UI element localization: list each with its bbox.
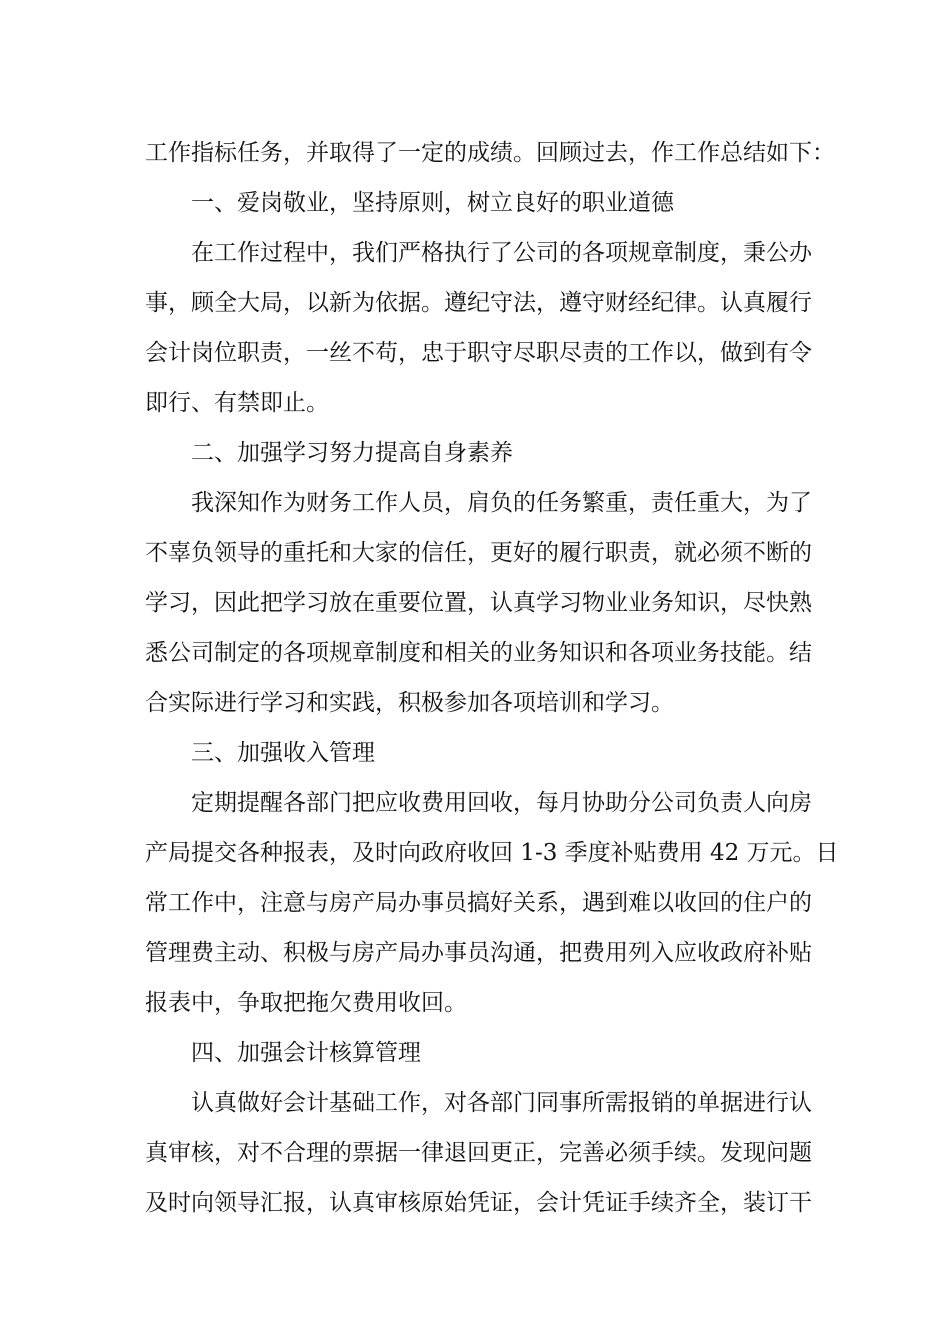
paragraph-line: 工作指标任务，并取得了一定的成绩。回顾过去，作工作总结如下：	[145, 140, 835, 166]
paragraph-line: 合实际进行学习和实践，积极参加各项培训和学习。	[145, 690, 674, 716]
paragraph-line: 定期提醒各部门把应收费用回收，每月协助分公司负责人向房	[191, 790, 812, 816]
paragraph-line: 在工作过程中，我们严格执行了公司的各项规章制度，秉公办	[191, 240, 812, 266]
section-heading-1: 一、爱岗敬业，坚持原则，树立良好的职业道德	[191, 190, 674, 216]
paragraph-line: 事，顾全大局，以新为依据。遵纪守法，遵守财经纪律。认真履行	[145, 290, 812, 316]
section-heading-3: 三、加强收入管理	[191, 740, 375, 766]
section-heading-2: 二、加强学习努力提高自身素养	[191, 440, 513, 466]
paragraph-line: 学习，因此把学习放在重要位置，认真学习物业业务知识，尽快熟	[145, 590, 812, 616]
paragraph-line: 不辜负领导的重托和大家的信任，更好的履行职责，就必须不断的	[145, 540, 812, 566]
paragraph-line: 常工作中，注意与房产局办事员搞好关系，遇到难以收回的住户的	[145, 890, 812, 916]
paragraph-line: 悉公司制定的各项规章制度和相关的业务知识和各项业务技能。结	[145, 640, 812, 666]
paragraph-line: 会计岗位职责，一丝不苟，忠于职守尽职尽责的工作以，做到有令	[145, 340, 812, 366]
paragraph-line: 我深知作为财务工作人员，肩负的任务繁重，责任重大，为了	[191, 490, 812, 516]
paragraph-line: 产局提交各种报表，及时向政府收回 1-3 季度补贴费用 42 万元。日	[145, 840, 839, 866]
paragraph-line: 管理费主动、积极与房产局办事员沟通，把费用列入应收政府补贴	[145, 940, 812, 966]
paragraph-line: 报表中，争取把拖欠费用收回。	[145, 990, 467, 1016]
paragraph-line: 认真做好会计基础工作，对各部门同事所需报销的单据进行认	[191, 1090, 812, 1116]
paragraph-line: 即行、有禁即止。	[145, 390, 329, 416]
section-heading-4: 四、加强会计核算管理	[191, 1040, 421, 1066]
paragraph-line: 及时向领导汇报，认真审核原始凭证，会计凭证手续齐全，装订干	[145, 1190, 812, 1216]
document-body	[145, 128, 839, 1228]
paragraph-line: 真审核，对不合理的票据一律退回更正，完善必须手续。发现问题	[145, 1140, 812, 1166]
